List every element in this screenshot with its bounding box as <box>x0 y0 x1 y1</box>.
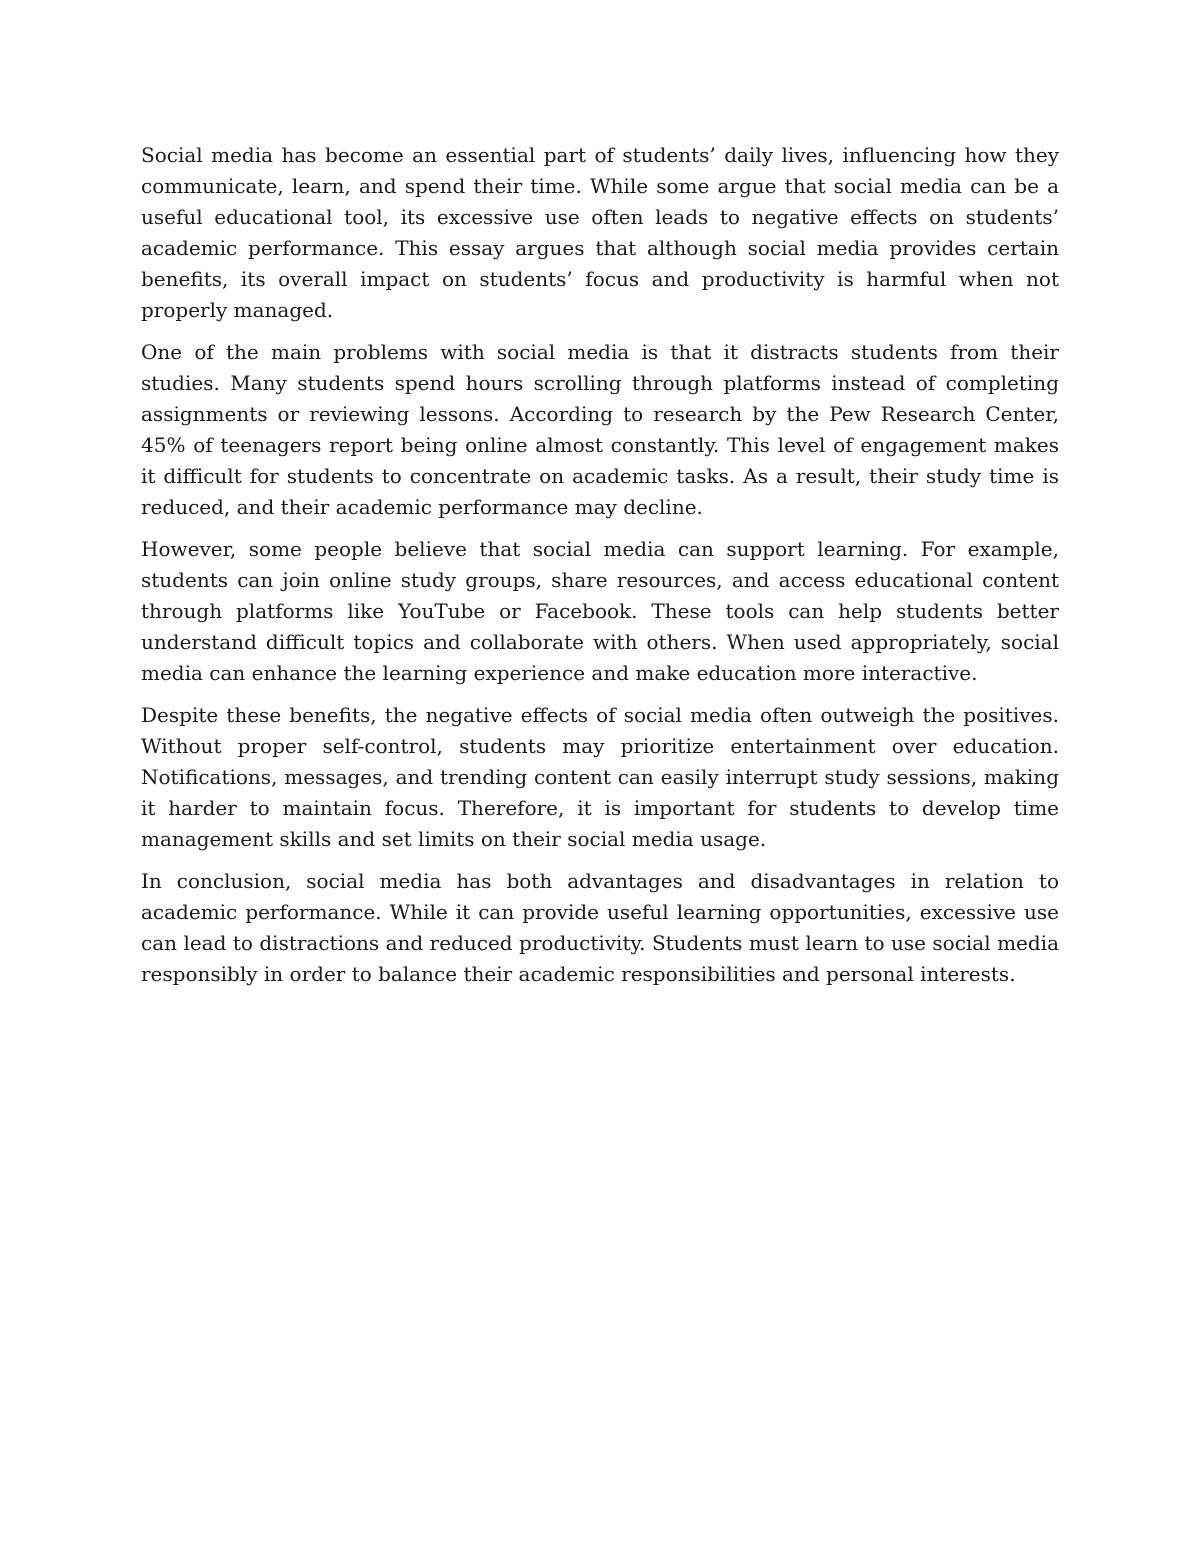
paragraph-counterargument: However, some people believe that social media can support learning. For example, students can join online study groups, share resources, and access educational content through platforms like YouTube or Facebook. These tools can help students better understand difficult topics and collaborate with others. When used appropriately, social media can enhance the learning experience and make education more interactive. <box>141 537 1059 685</box>
paragraph-distraction: One of the main problems with social media is that it distracts students from their studies. Many students spend hours scrolling through platforms instead of completing assignments or reviewing lessons. According to research by the Pew Research Center, 45% of teenagers report being online almost constantly. This level of engagement makes it difficult for students to concentrate on academic tasks. As a result, their study time is reduced, and their academic performance may decline. <box>141 340 1059 519</box>
essay-body <box>141 140 1059 1001</box>
paragraph-introduction: Social media has become an essential part of students’ daily lives, influencing how they communicate, learn, and spend their time. While some argue that social media can be a useful educational tool, its excessive use often leads to negative effects on students’ academic performance. This essay argues that although social media provides certain benefits, its overall impact on students’ focus and productivity is harmful when not properly managed. <box>141 143 1059 322</box>
paragraph-rebuttal: Despite these benefits, the negative effects of social media often outweigh the positives. Without proper self-control, students may prioritize entertainment over education. Notifications, messages, and trending content can easily interrupt study sessions, making it harder to maintain focus. Therefore, it is important for students to develop time management skills and set limits on their social media usage. <box>141 703 1059 851</box>
paragraph-conclusion: In conclusion, social media has both advantages and disadvantages in relation to academic performance. While it can provide useful learning opportunities, excessive use can lead to distractions and reduced productivity. Students must learn to use social media responsibly in order to balance their academic responsibilities and personal interests. <box>141 869 1059 986</box>
